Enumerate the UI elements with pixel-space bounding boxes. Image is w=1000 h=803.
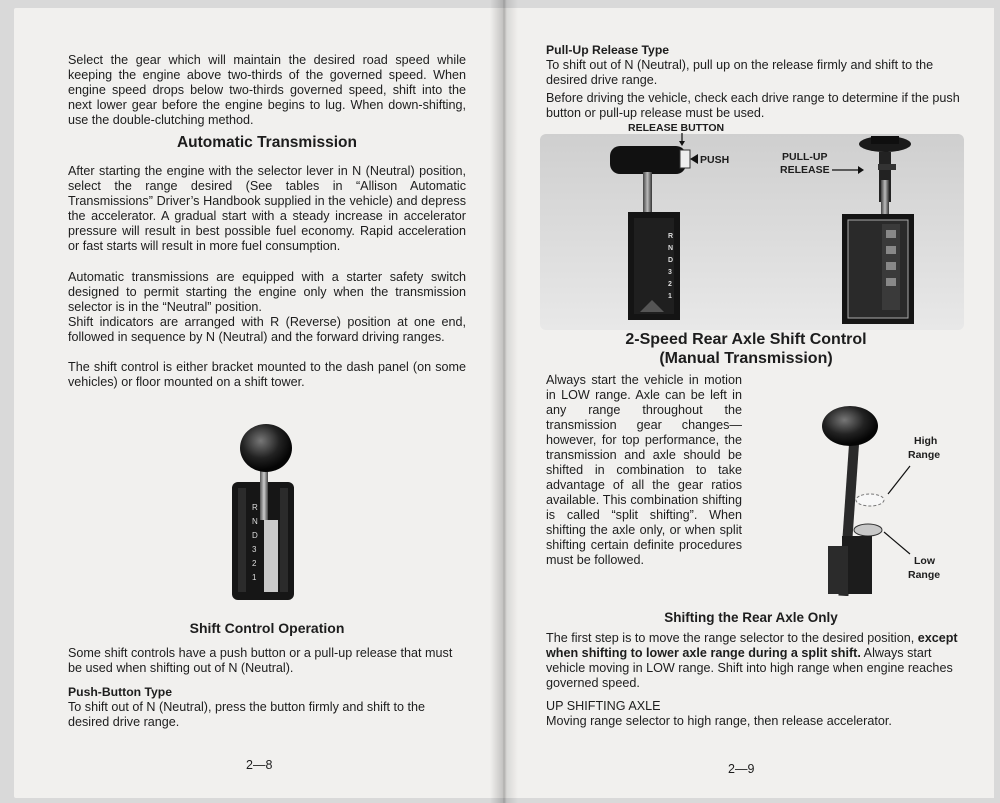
- gate-letter-d: D: [252, 531, 258, 540]
- gate-letter-1-right: 1: [668, 293, 672, 300]
- gate-letter-3: 3: [252, 545, 257, 554]
- left-page: [14, 8, 502, 798]
- gate-letter-n-right: N: [668, 245, 674, 252]
- page-number-right: 2—9: [728, 762, 755, 776]
- upshift-paragraph: Moving range selector to high range, then release accelerator.: [546, 714, 892, 728]
- gate-letter-1: 1: [252, 573, 257, 582]
- automatic-paragraph-1: After starting the engine with the selector lever in N (Neutral) position, select the range desired (See tables in “Allison Automatic Transmissions” Driver’s Handbook supplied in the vehicle) and depress the accelerator. A gradual start with a steady increase in accelerator pressure will result in best possible fuel economy. Rapid acceleration or fast starts will result in more fuel consumption.: [68, 164, 466, 253]
- release-label: RELEASE: [780, 164, 830, 176]
- gate-letter-r-right: R: [668, 233, 674, 240]
- gate-letter-r: R: [252, 503, 258, 512]
- rear-axle-text-start: The first step is to move the range selector to the desired position,: [546, 631, 918, 645]
- gate-letter-2: 2: [252, 559, 257, 568]
- upshift-heading: UP SHIFTING AXLE: [546, 699, 661, 713]
- high-range-label-2: Range: [908, 449, 941, 461]
- high-range-label-1: High: [914, 435, 938, 447]
- gate-letter-2-right: 2: [668, 281, 672, 288]
- push-label: PUSH: [700, 154, 730, 166]
- shift-control-paragraph: Some shift controls have a push button or a pull-up release that must be used when shifting out of N (Neutral).: [68, 646, 453, 675]
- axle-paragraph: Always start the vehicle in motion in LOW range. Axle can be left in any range throughout the transmission gear changes—however, for top performance, the transmission and axle should be shifted in combination to take advantage of all the gear ratios available. This combination shifting is called “split shifting”. When shifting the axle only, or when split shifting certain definite procedures must be followed.: [546, 373, 742, 567]
- shift-control-operation-heading: Shift Control Operation: [189, 620, 345, 636]
- page-number-left: 2—8: [246, 758, 273, 772]
- axle-heading-line-1: 2-Speed Rear Axle Shift Control: [625, 331, 867, 348]
- rear-axle-only-heading: Shifting the Rear Axle Only: [664, 610, 838, 625]
- automatic-paragraph-3: Shift indicators are arranged with R (Reverse) position at one end, followed in sequence by N (Neutral) and the forward driving ranges.: [68, 315, 466, 344]
- axle-shift-lever-figure: [802, 396, 952, 596]
- gate-letter-n: N: [252, 517, 258, 526]
- shift-controls-figure: [540, 120, 964, 330]
- pull-up-paragraph-1: To shift out of N (Neutral), pull up on the release firmly and shift to the desired drive range.: [546, 58, 934, 87]
- low-range-label-1: Low: [914, 555, 935, 567]
- push-button-paragraph: To shift out of N (Neutral), press the button firmly and shift to the desired drive range.: [68, 700, 425, 729]
- rear-axle-text-bold: except when shifting to lower axle range during a split shift.: [546, 631, 958, 660]
- gate-letter-d-right: D: [668, 257, 674, 264]
- gate-letter-3-right: 3: [668, 269, 672, 276]
- rear-axle-paragraph: [546, 631, 962, 691]
- right-page: [502, 8, 994, 798]
- automatic-paragraph-4: The shift control is either bracket mounted to the dash panel (on some vehicles) or floor mounted on a shift tower.: [68, 360, 466, 389]
- shift-lever-illustration: [224, 420, 314, 605]
- automatic-transmission-heading: Automatic Transmission: [176, 134, 357, 151]
- rear-axle-text-end: Always start vehicle moving in LOW range. Shift into high range when engine reaches governed speed.: [546, 646, 953, 690]
- push-button-type-heading: Push-Button Type: [68, 685, 173, 699]
- pull-up-label: PULL-UP: [782, 151, 828, 163]
- intro-paragraph: Select the gear which will maintain the desired road speed while keeping the engine above two-thirds of the governed speed. When engine speed drops below two-thirds governed speed, shift into the next lower gear before the engine begins to lug. When down-shifting, use the double-clutching method.: [68, 53, 466, 127]
- axle-heading-line-2: (Manual Transmission): [659, 350, 833, 367]
- book-gutter: [490, 0, 518, 803]
- low-range-label-2: Range: [908, 569, 941, 581]
- pull-up-paragraph-2: Before driving the vehicle, check each drive range to determine if the push button or pull-up release must be used.: [546, 91, 960, 120]
- automatic-paragraph-2: Automatic transmissions are equipped with a starter safety switch designed to permit starting the engine only when the transmission selector is in the “Neutral” position.: [68, 270, 466, 314]
- pull-up-release-heading: Pull-Up Release Type: [546, 43, 670, 57]
- release-button-label: RELEASE BUTTON: [628, 122, 725, 134]
